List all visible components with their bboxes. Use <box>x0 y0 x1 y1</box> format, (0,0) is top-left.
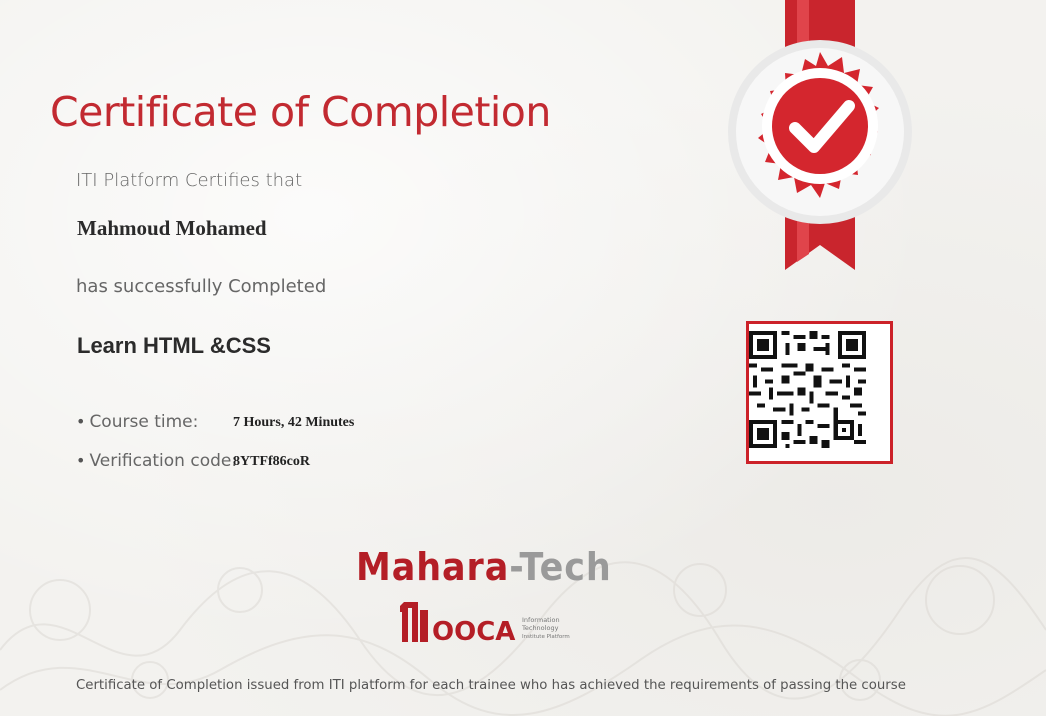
course-time-row <box>76 412 355 432</box>
completed-text: has successfully Completed <box>76 276 327 297</box>
award-ribbon-checkmark-icon <box>725 0 915 295</box>
brand-primary-text: Mahara <box>356 545 510 589</box>
bullet-icon: • <box>76 451 86 470</box>
verification-code-label: Verification code: <box>89 451 238 471</box>
svg-text:Information: Information <box>522 616 560 624</box>
mahara-tech-logo <box>356 545 612 589</box>
certifies-text: ITI Platform Certifies that <box>76 170 303 191</box>
verification-qr-frame <box>746 321 893 464</box>
certificate-title: Certificate of Completion <box>50 88 551 136</box>
mooca-logo <box>398 598 588 646</box>
course-name: Learn HTML &CSS <box>77 333 271 358</box>
svg-text:Institute Platform: Institute Platform <box>522 634 570 640</box>
bullet-icon: • <box>76 412 86 431</box>
course-time-label: Course time: <box>89 412 199 432</box>
svg-text:Technology: Technology <box>522 624 559 632</box>
recipient-name: Mahmoud Mohamed <box>77 216 267 240</box>
qr-code-icon <box>749 331 866 448</box>
course-time-value: 7 Hours, 42 Minutes <box>233 415 355 430</box>
brand-secondary-text: -Tech <box>509 545 612 589</box>
certificate-footer: Certificate of Completion issued from ITI platform for each trainee who has achieved the requirements of passing the course <box>76 678 906 693</box>
verification-code-value: 8YTFf86coR <box>233 454 310 469</box>
mooca-text: OOCA <box>432 617 516 646</box>
verification-code-row <box>76 451 310 471</box>
